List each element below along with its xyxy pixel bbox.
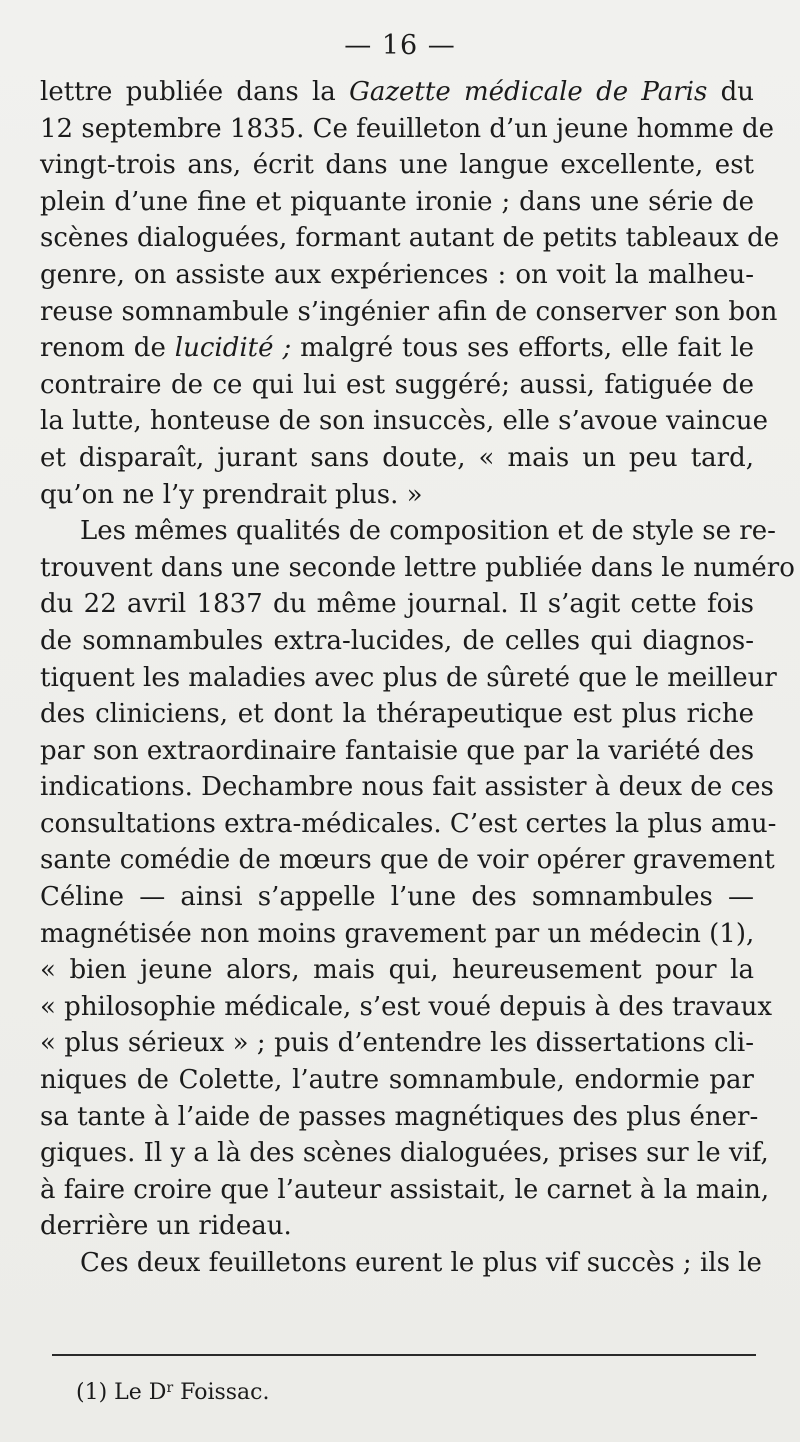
text-line bbox=[40, 989, 772, 1026]
text-line bbox=[40, 403, 768, 440]
text-line bbox=[40, 879, 754, 916]
text-segment: qu’on ne l’y prendrait plus. » bbox=[40, 479, 423, 510]
text-segment: « bien jeune alors, mais qui, heureusement pour la bbox=[40, 955, 754, 986]
text-line bbox=[40, 1062, 754, 1099]
text-line bbox=[40, 294, 778, 331]
text-segment: derrière un rideau. bbox=[40, 1211, 292, 1242]
text-segment: de somnambules extra-lucides, de celles qui diagnos- bbox=[40, 625, 754, 656]
text-segment: du 22 avril 1837 du même journal. Il s’agit cette fois bbox=[40, 589, 754, 620]
text-segment: contraire de ce qui lui est suggéré; aussi, fatiguée de bbox=[40, 369, 754, 400]
text-segment: niques de Colette, l’autre somnambule, endormie par bbox=[40, 1065, 754, 1096]
text-line bbox=[40, 550, 795, 587]
text-segment: sa tante à l’aide de passes magnétiques des plus éner- bbox=[40, 1101, 759, 1132]
page-number: — 16 — bbox=[344, 30, 456, 61]
footnote-text-after: Foissac. bbox=[173, 1380, 270, 1405]
text-segment: à faire croire que l’auteur assistait, le carnet à la main, bbox=[40, 1174, 770, 1205]
text-line bbox=[40, 1208, 754, 1245]
text-line bbox=[40, 147, 754, 184]
body-text bbox=[40, 74, 795, 1282]
footnote-text-before: Le D bbox=[114, 1380, 167, 1405]
text-line bbox=[40, 1025, 754, 1062]
text-segment: plein d’une fine et piquante ironie ; dans une série de bbox=[40, 186, 754, 217]
text-segment: Les mêmes qualités de composition et de style se re- bbox=[80, 516, 776, 547]
text-segment: « plus sérieux » ; puis d’entendre les dissertations cli- bbox=[40, 1028, 754, 1059]
text-segment: vingt-trois ans, écrit dans une langue excellente, est bbox=[40, 150, 754, 181]
text-line bbox=[40, 513, 776, 550]
text-line bbox=[40, 1099, 759, 1136]
text-line bbox=[40, 1245, 762, 1282]
footnote-superscript: r bbox=[166, 1380, 174, 1396]
text-segment: « philosophie médicale, s’est voué depuis à des travaux bbox=[40, 991, 772, 1022]
text-line bbox=[40, 477, 754, 514]
text-line bbox=[40, 74, 754, 111]
text-segment: par son extraordinaire fantaisie que par la variété des bbox=[40, 735, 755, 766]
text-segment: du bbox=[707, 77, 754, 107]
text-segment: la lutte, honteuse de son insuccès, elle s’avoue vaincue bbox=[40, 406, 768, 437]
text-line bbox=[40, 952, 754, 989]
text-line bbox=[40, 1135, 769, 1172]
text-segment: des cliniciens, et dont la thérapeutique est plus riche bbox=[40, 699, 754, 730]
text-line bbox=[40, 111, 775, 148]
footnote-divider bbox=[52, 1354, 756, 1356]
text-line bbox=[40, 769, 774, 806]
footnote-marker: (1) bbox=[76, 1380, 108, 1405]
text-line bbox=[40, 842, 775, 879]
text-line bbox=[40, 1172, 770, 1209]
text-segment: lettre publiée dans la bbox=[40, 77, 350, 107]
text-segment: Ces deux feuilletons eurent le plus vif succès ; ils le bbox=[80, 1248, 762, 1278]
text-segment: Céline — ainsi s’appelle l’une des somnambules — bbox=[40, 882, 754, 913]
text-line bbox=[40, 733, 754, 770]
text-line bbox=[40, 696, 754, 733]
text-line bbox=[40, 367, 754, 404]
text-segment: giques. Il y a là des scènes dialoguées, prises sur le vif, bbox=[40, 1138, 769, 1169]
text-segment: et disparaît, jurant sans doute, « mais un peu tard, bbox=[40, 442, 754, 473]
text-line bbox=[40, 806, 777, 843]
text-line bbox=[40, 330, 754, 367]
text-line bbox=[40, 257, 754, 294]
text-segment: scènes dialoguées, formant autant de petits tableaux de bbox=[40, 223, 780, 254]
text-segment: consultations extra-médicales. C’est certes la plus amu- bbox=[40, 808, 777, 839]
footnote bbox=[76, 1374, 270, 1407]
text-line bbox=[40, 660, 777, 697]
text-segment: malgré tous ses efforts, elle fait le bbox=[291, 333, 754, 364]
text-line bbox=[40, 184, 754, 221]
text-segment: tiquent les maladies avec plus de sûreté que le meilleur bbox=[40, 662, 777, 693]
text-line bbox=[40, 623, 754, 660]
text-segment: indications. Dechambre nous fait assister à deux de ces bbox=[40, 772, 774, 803]
text-segment: renom de bbox=[40, 333, 175, 364]
text-line bbox=[40, 220, 780, 257]
text-segment: reuse somnambule s’ingénier afin de conserver son bon bbox=[40, 296, 778, 327]
italic-text: lucidité ; bbox=[174, 333, 292, 364]
italic-text: Gazette médicale de Paris bbox=[349, 77, 708, 107]
text-segment: trouvent dans une seconde lettre publiée dans le numéro bbox=[40, 552, 795, 583]
text-line bbox=[40, 586, 754, 623]
text-segment: 12 septembre 1835. Ce feuilleton d’un jeune homme de bbox=[40, 113, 775, 144]
text-segment: magnétisée non moins gravement par un médecin (1), bbox=[40, 918, 755, 949]
text-line bbox=[40, 440, 754, 477]
text-line bbox=[40, 916, 754, 953]
text-segment: sante comédie de mœurs que de voir opérer gravement bbox=[40, 845, 775, 876]
text-segment: genre, on assiste aux expériences : on voit la malheu- bbox=[40, 259, 754, 290]
